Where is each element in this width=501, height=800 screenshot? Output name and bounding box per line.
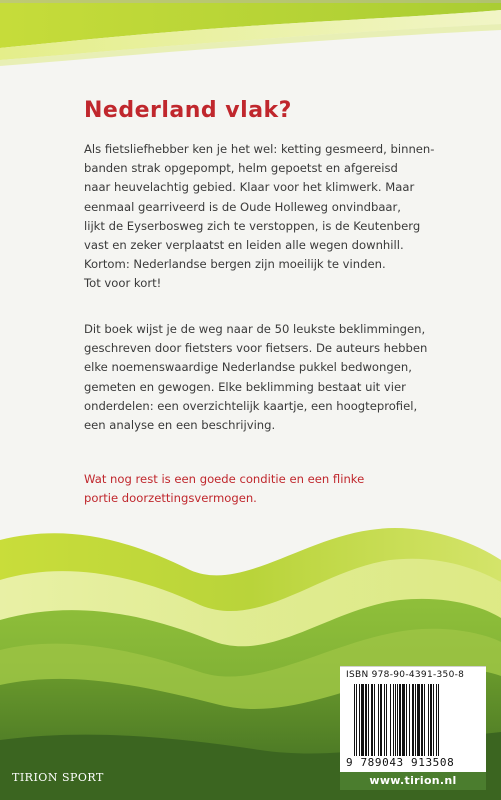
barcode-bar (433, 684, 434, 756)
text-line: eenmaal gearriveerd is de Oude Holleweg onvindbaar, (84, 199, 401, 214)
intro-paragraph (84, 140, 435, 294)
barcode-bar (359, 684, 360, 756)
barcode-bar (402, 684, 405, 756)
page-title: Nederland vlak? (84, 98, 292, 123)
barcode-bar (361, 684, 364, 756)
publisher-logo: TIRION SPORT (12, 771, 104, 784)
text-line: Dit boek wijst je de weg naar de 50 leukste beklimmingen, (84, 322, 426, 336)
barcode-bar (428, 684, 429, 756)
barcode-bar (430, 684, 432, 756)
barcode-bar (380, 684, 382, 756)
text-line: een analyse en een beschrijving. (84, 418, 276, 433)
barcode-bar (384, 684, 385, 756)
barcode-bar (390, 684, 391, 756)
barcode (354, 684, 472, 756)
text-line: portie doorzettingsvermogen. (84, 491, 257, 506)
text-line: Als fietsliefhebber ken je het wel: ketting gesmeerd, binnen- (84, 142, 435, 156)
barcode-bar (406, 684, 407, 756)
barcode-bar (417, 684, 420, 756)
barcode-number: 9 789043 913508 (346, 756, 455, 769)
text-line: lijkt de Eyserbosweg zich te verstoppen, is de Keutenberg (84, 218, 421, 233)
website-bar[interactable] (340, 772, 486, 790)
barcode-bar (356, 684, 357, 756)
barcode-bar (436, 684, 437, 756)
barcode-bar (393, 684, 394, 756)
barcode-bar (378, 684, 379, 756)
barcode-bar (399, 684, 401, 756)
barcode-bar (415, 684, 416, 756)
barcode-bar (424, 684, 425, 756)
barcode-bar (368, 684, 369, 756)
text-line: onderdelen: een overzichtelijk kaartje, een hoogteprofiel, (84, 398, 418, 413)
text-line: geschreven door fietsters voor fietsers. De auteurs hebben (84, 341, 428, 356)
top-wave-band (0, 0, 501, 70)
barcode-bar (409, 684, 410, 756)
text-line: naar heuvelachtig gebied. Klaar voor het klimwerk. Maar (84, 180, 415, 195)
text-line: Tot voor kort! (84, 276, 162, 291)
text-line: Wat nog rest is een goede conditie en een flinke (84, 472, 365, 486)
barcode-bar (374, 684, 375, 756)
barcode-bar (421, 684, 423, 756)
text-line: Kortom: Nederlandse bergen zijn moeilijk te vinden. (84, 257, 386, 272)
description-paragraph (84, 320, 428, 435)
text-line: gemeten en gewogen. Elke beklimming bestaat uit vier (84, 379, 406, 394)
barcode-bar (354, 684, 355, 756)
barcode-bar (371, 684, 373, 756)
isbn-label: ISBN 978-90-4391-350-8 (346, 670, 465, 680)
text-line: vast en zeker verplaatst en leiden alle wegen downhill. (84, 238, 404, 253)
website-link[interactable]: www.tirion.nl (369, 774, 457, 787)
text-line: banden strak opgepompt, helm gepoetst en afgereisd (84, 161, 398, 176)
barcode-bar (397, 684, 398, 756)
barcode-bar (412, 684, 414, 756)
barcode-panel (340, 666, 486, 773)
barcode-bar (365, 684, 367, 756)
barcode-bar (438, 684, 439, 756)
barcode-bar (395, 684, 396, 756)
text-line: elke noemenswaardige Nederlandse pukkel bedwongen, (84, 360, 412, 375)
barcode-bar (386, 684, 387, 756)
